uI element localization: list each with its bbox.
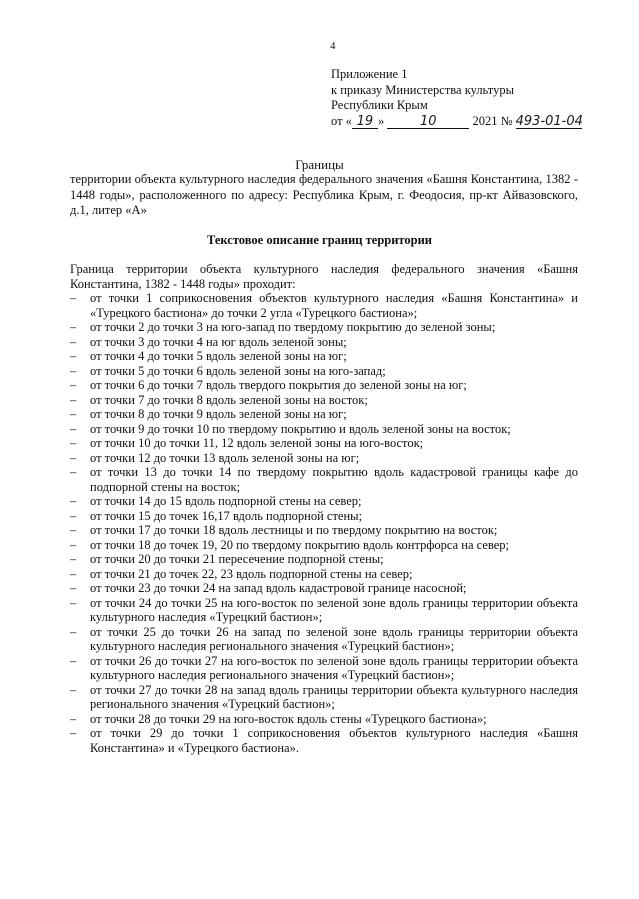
dash-bullet: – [70,711,77,726]
boundary-points-list [70,291,578,755]
boundary-point-item [70,712,578,727]
dash-bullet: – [70,624,77,639]
boundary-point-text: от точки 10 до точки 11, 12 вдоль зеленой зоны на юго-восток; [90,436,424,450]
boundary-point-text: от точки 4 до точки 5 вдоль зеленой зоны на юг; [90,349,347,363]
boundary-point-item [70,451,578,466]
boundary-point-item [70,407,578,422]
boundary-point-text: от точки 18 до точек 19, 20 по твердому покрытию вдоль контрфорса на север; [90,537,510,552]
boundary-point-item [70,567,578,582]
boundary-point-text: от точки 9 до точки 10 по твердому покрытию и вдоль зеленой зоны на восток; [90,421,511,436]
boundary-point-text: от точки 8 до точки 9 вдоль зеленой зоны на юг; [90,407,347,421]
dash-bullet: – [70,291,77,305]
boundary-point-item [70,364,578,379]
boundary-point-text: от точки 7 до точки 8 вдоль зеленой зоны на восток; [90,392,368,407]
page-number: 4 [330,40,336,52]
boundary-point-text: от точки 2 до точки 3 на юго-запад по твердому покрытию до зеленой зоны; [90,320,496,334]
boundary-point-item [70,683,578,712]
dash-bullet: – [70,334,77,349]
boundary-point-text: от точки 1 соприкосновения объектов культурного наследия «Башня Константина» и «Турецкого бастиона» до точки 2 угла «Турецкого бастиона»; [90,291,578,320]
boundary-point-text: от точки 29 до точки 1 соприкосновения объектов культурного наследия «Башня Константина» и «Турецкого бастиона». [90,726,578,755]
dash-bullet: – [70,320,77,334]
document-title: Границы [295,157,344,172]
appendix-block [331,67,582,129]
dash-bullet: – [70,392,77,407]
dash-bullet: – [70,494,77,508]
boundary-point-text: от точки 12 до точки 13 вдоль зеленой зоны на юг; [90,450,360,465]
dash-bullet: – [70,566,77,581]
boundary-point-text: от точки 24 до точки 25 на юго-восток по зеленой зоне вдоль границы территории объекта культурного наследия «Турецкий бастион»; [90,595,578,624]
boundary-point-item [70,726,578,755]
dash-bullet: – [70,465,77,479]
boundary-point-item [70,538,578,553]
appendix-date-line [331,114,582,130]
boundary-point-item [70,436,578,451]
section-heading: Текстовое описание границ территории [206,233,433,247]
boundary-point-item [70,320,578,335]
boundary-point-text: от точки 25 до точки 26 на запад по зеленой зоне вдоль границы территории объекта культурного наследия регионального значения «Турецкий бастион»; [90,624,578,653]
boundary-point-item [70,291,578,320]
appendix-line-2: к приказу Министерства культуры [331,82,514,97]
date-day: 19 [352,115,378,129]
dash-bullet: – [70,436,77,450]
document-subtitle: территории объекта культурного наследия федерального значения «Башня Константина, 1382 - 1448 годы», расположенного по адресу: Республика Крым, г. Феодосия, пр-кт Айвазовского, д.1, литер «А» [70,172,578,217]
boundary-point-text: от точки 5 до точки 6 вдоль зеленой зоны на юго-запад; [90,363,386,378]
boundary-point-item [70,523,578,538]
boundary-point-text: от точки 23 до точки 24 на запад вдоль кадастровой границе насосной; [90,581,467,595]
boundary-point-text: от точки 15 до точек 16,17 вдоль подпорной стены; [90,508,363,523]
boundary-point-item [70,581,578,596]
boundary-point-text: от точки 14 до 15 вдоль подпорной стены на север; [90,494,362,508]
dash-bullet: – [70,552,77,566]
date-mid: » [377,113,385,128]
dash-bullet: – [70,523,77,537]
year-text: 2021 № [472,113,513,128]
boundary-point-item [70,422,578,437]
boundary-point-text: от точки 3 до точки 4 на юг вдоль зеленой зоны; [90,334,347,349]
boundary-point-item [70,349,578,364]
dash-bullet: – [70,653,77,668]
boundary-point-text: от точки 28 до точки 29 на юго-восток вдоль стены «Турецкого бастиона»; [90,711,487,726]
boundary-point-text: от точки 21 до точек 22, 23 вдоль подпорной стены на север; [90,566,413,581]
boundary-point-item [70,465,578,494]
dash-bullet: – [70,421,77,436]
dash-bullet: – [70,726,77,740]
boundary-point-item [70,335,578,350]
boundary-point-text: от точки 20 до точки 21 пересечение подпорной стены; [90,552,384,566]
dash-bullet: – [70,595,77,610]
appendix-line-3: Республики Крым [331,98,428,112]
dash-bullet: – [70,537,77,552]
appendix-line-1: Приложение 1 [331,67,408,81]
boundary-point-text: от точки 26 до точки 27 на юго-восток по зеленой зоне вдоль границы территории объекта культурного наследия регионального значения «Турецкий бастион»; [90,653,578,682]
boundary-point-item [70,494,578,509]
boundary-point-item [70,596,578,625]
boundary-point-item [70,654,578,683]
date-month: 10 [387,115,469,129]
boundary-point-item [70,378,578,393]
boundary-point-text: от точки 17 до точки 18 вдоль лестницы и по твердому покрытию на восток; [90,523,498,537]
order-number: 493-01-04 [515,113,583,129]
dash-bullet: – [70,508,77,523]
dash-bullet: – [70,407,77,421]
boundary-point-item [70,393,578,408]
dash-bullet: – [70,378,77,392]
boundary-point-text: от точки 6 до точки 7 вдоль твердого покрытия до зеленой зоны на юг; [90,378,467,392]
boundary-point-item [70,509,578,524]
boundary-point-item [70,552,578,567]
dash-bullet: – [70,363,77,378]
dash-bullet: – [70,682,77,697]
dash-bullet: – [70,581,77,595]
dash-bullet: – [70,450,77,465]
dash-bullet: – [70,349,77,363]
intro-paragraph: Граница территории объекта культурного наследия федерального значения «Башня Константина, 1382 - 1448 годы» проходит: [70,262,578,291]
boundary-point-text: от точки 13 до точки 14 по твердому покрытию вдоль кадастровой границы кафе до подпорной стены на восток; [90,465,578,494]
date-prefix: от « [331,113,352,128]
boundary-point-text: от точки 27 до точки 28 на запад вдоль границы территории объекта культурного наследия регионального значения «Турецкий бастион»; [90,682,578,711]
boundary-point-item [70,625,578,654]
